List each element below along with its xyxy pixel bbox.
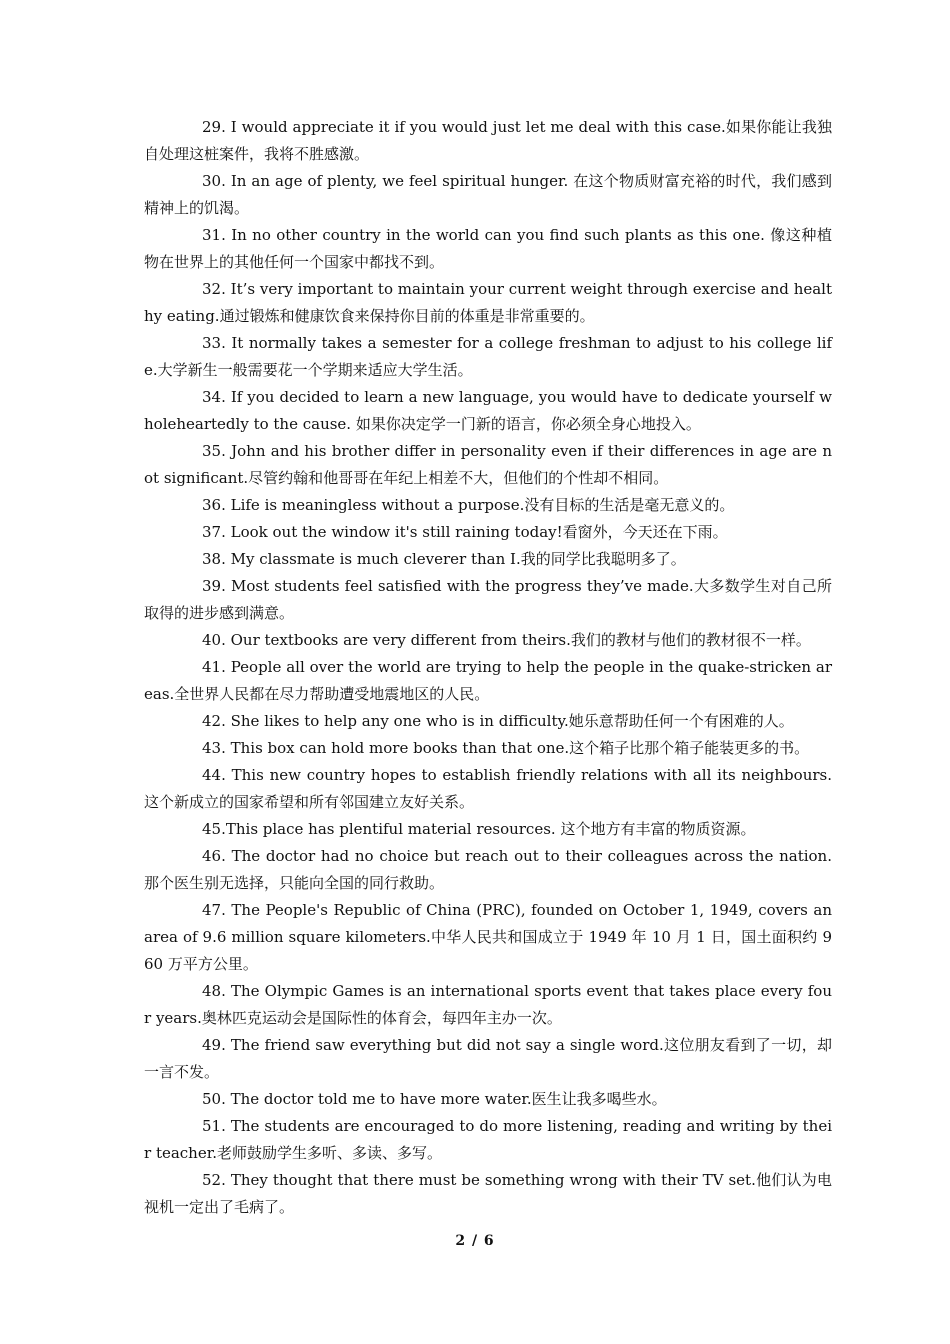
sentence-entry: 52. They thought that there must be something wrong with their TV set.他们认为电视机一定出了毛病了。 (144, 1171, 832, 1216)
sentence-entry: 50. The doctor told me to have more water.医生让我多喝些水。 (202, 1090, 667, 1108)
sentence-entry: 40. Our textbooks are very different from theirs.我们的教材与他们的教材很不一样。 (202, 631, 811, 649)
sentence-entry: 51. The students are encouraged to do more listening, reading and writing by their teacher.老师鼓励学生多听、多读、多写。 (144, 1117, 832, 1162)
sentence-entry: 43. This box can hold more books than that one.这个箱子比那个箱子能装更多的书。 (202, 739, 810, 757)
page-number: 2 / 6 (455, 1233, 495, 1249)
sentence-entry: 36. Life is meaningless without a purpose.没有目标的生活是毫无意义的。 (202, 496, 735, 514)
sentence-entry: 46. The doctor had no choice but reach out to their colleagues across the nation.那个医生别无选择，只能向全国的同行救助。 (144, 847, 832, 892)
document-body (144, 114, 832, 1221)
sentence-entry: 42. She likes to help any one who is in difficulty.她乐意帮助任何一个有困难的人。 (202, 712, 794, 730)
sentence-entry: 32. It’s very important to maintain your current weight through exercise and healthy eating.通过锻炼和健康饮食来保持你目前的体重是非常重要的。 (144, 280, 832, 325)
sentence-entry: 47. The People's Republic of China (PRC), founded on October 1, 1949, covers an area of 9.6 million square kilometers.中华人民共和国成立于 1949 年 10 月 1 日，国土面积约 960 万平方公里。 (144, 901, 832, 973)
sentence-entry: 29. I would appreciate it if you would just let me deal with this case.如果你能让我独自处理这桩案件，我将不胜感激。 (144, 118, 832, 163)
sentence-entry: 49. The friend saw everything but did not say a single word.这位朋友看到了一切，却一言不发。 (144, 1036, 832, 1081)
sentence-entry: 37. Look out the window it's still raining today!看窗外，今天还在下雨。 (202, 523, 728, 541)
sentence-entry: 44. This new country hopes to establish friendly relations with all its neighbours.这个新成立的国家希望和所有邻国建立友好关系。 (144, 766, 832, 811)
sentence-entry: 30. In an age of plenty, we feel spiritual hunger. 在这个物质财富充裕的时代，我们感到精神上的饥渴。 (144, 172, 832, 217)
sentence-entry: 48. The Olympic Games is an international sports event that takes place every four years.奥林匹克运动会是国际性的体育会，每四年主办一次。 (144, 982, 832, 1027)
sentence-entry: 33. It normally takes a semester for a college freshman to adjust to his college life.大学新生一般需要花一个学期来适应大学生活。 (144, 334, 832, 379)
sentence-entry: 45.This place has plentiful material resources. 这个地方有丰富的物质资源。 (202, 820, 756, 838)
sentence-entry: 31. In no other country in the world can you find such plants as this one. 像这种植物在世界上的其他任何一个国家中都找不到。 (144, 226, 832, 271)
sentence-entry: 41. People all over the world are trying to help the people in the quake-stricken areas.全世界人民都在尽力帮助遭受地震地区的人民。 (144, 658, 832, 703)
sentence-entry: 34. If you decided to learn a new language, you would have to dedicate yourself wholeheartedly to the cause. 如果你决定学一门新的语言，你必须全身心地投入。 (144, 388, 832, 433)
sentence-entry: 38. My classmate is much cleverer than I.我的同学比我聪明多了。 (202, 550, 686, 568)
sentence-entry: 39. Most students feel satisfied with the progress they’ve made.大多数学生对自己所取得的进步感到满意。 (144, 577, 832, 622)
sentence-entry: 35. John and his brother differ in personality even if their differences in age are not significant.尽管约翰和他哥哥在年纪上相差不大，但他们的个性却不相同。 (144, 442, 832, 487)
